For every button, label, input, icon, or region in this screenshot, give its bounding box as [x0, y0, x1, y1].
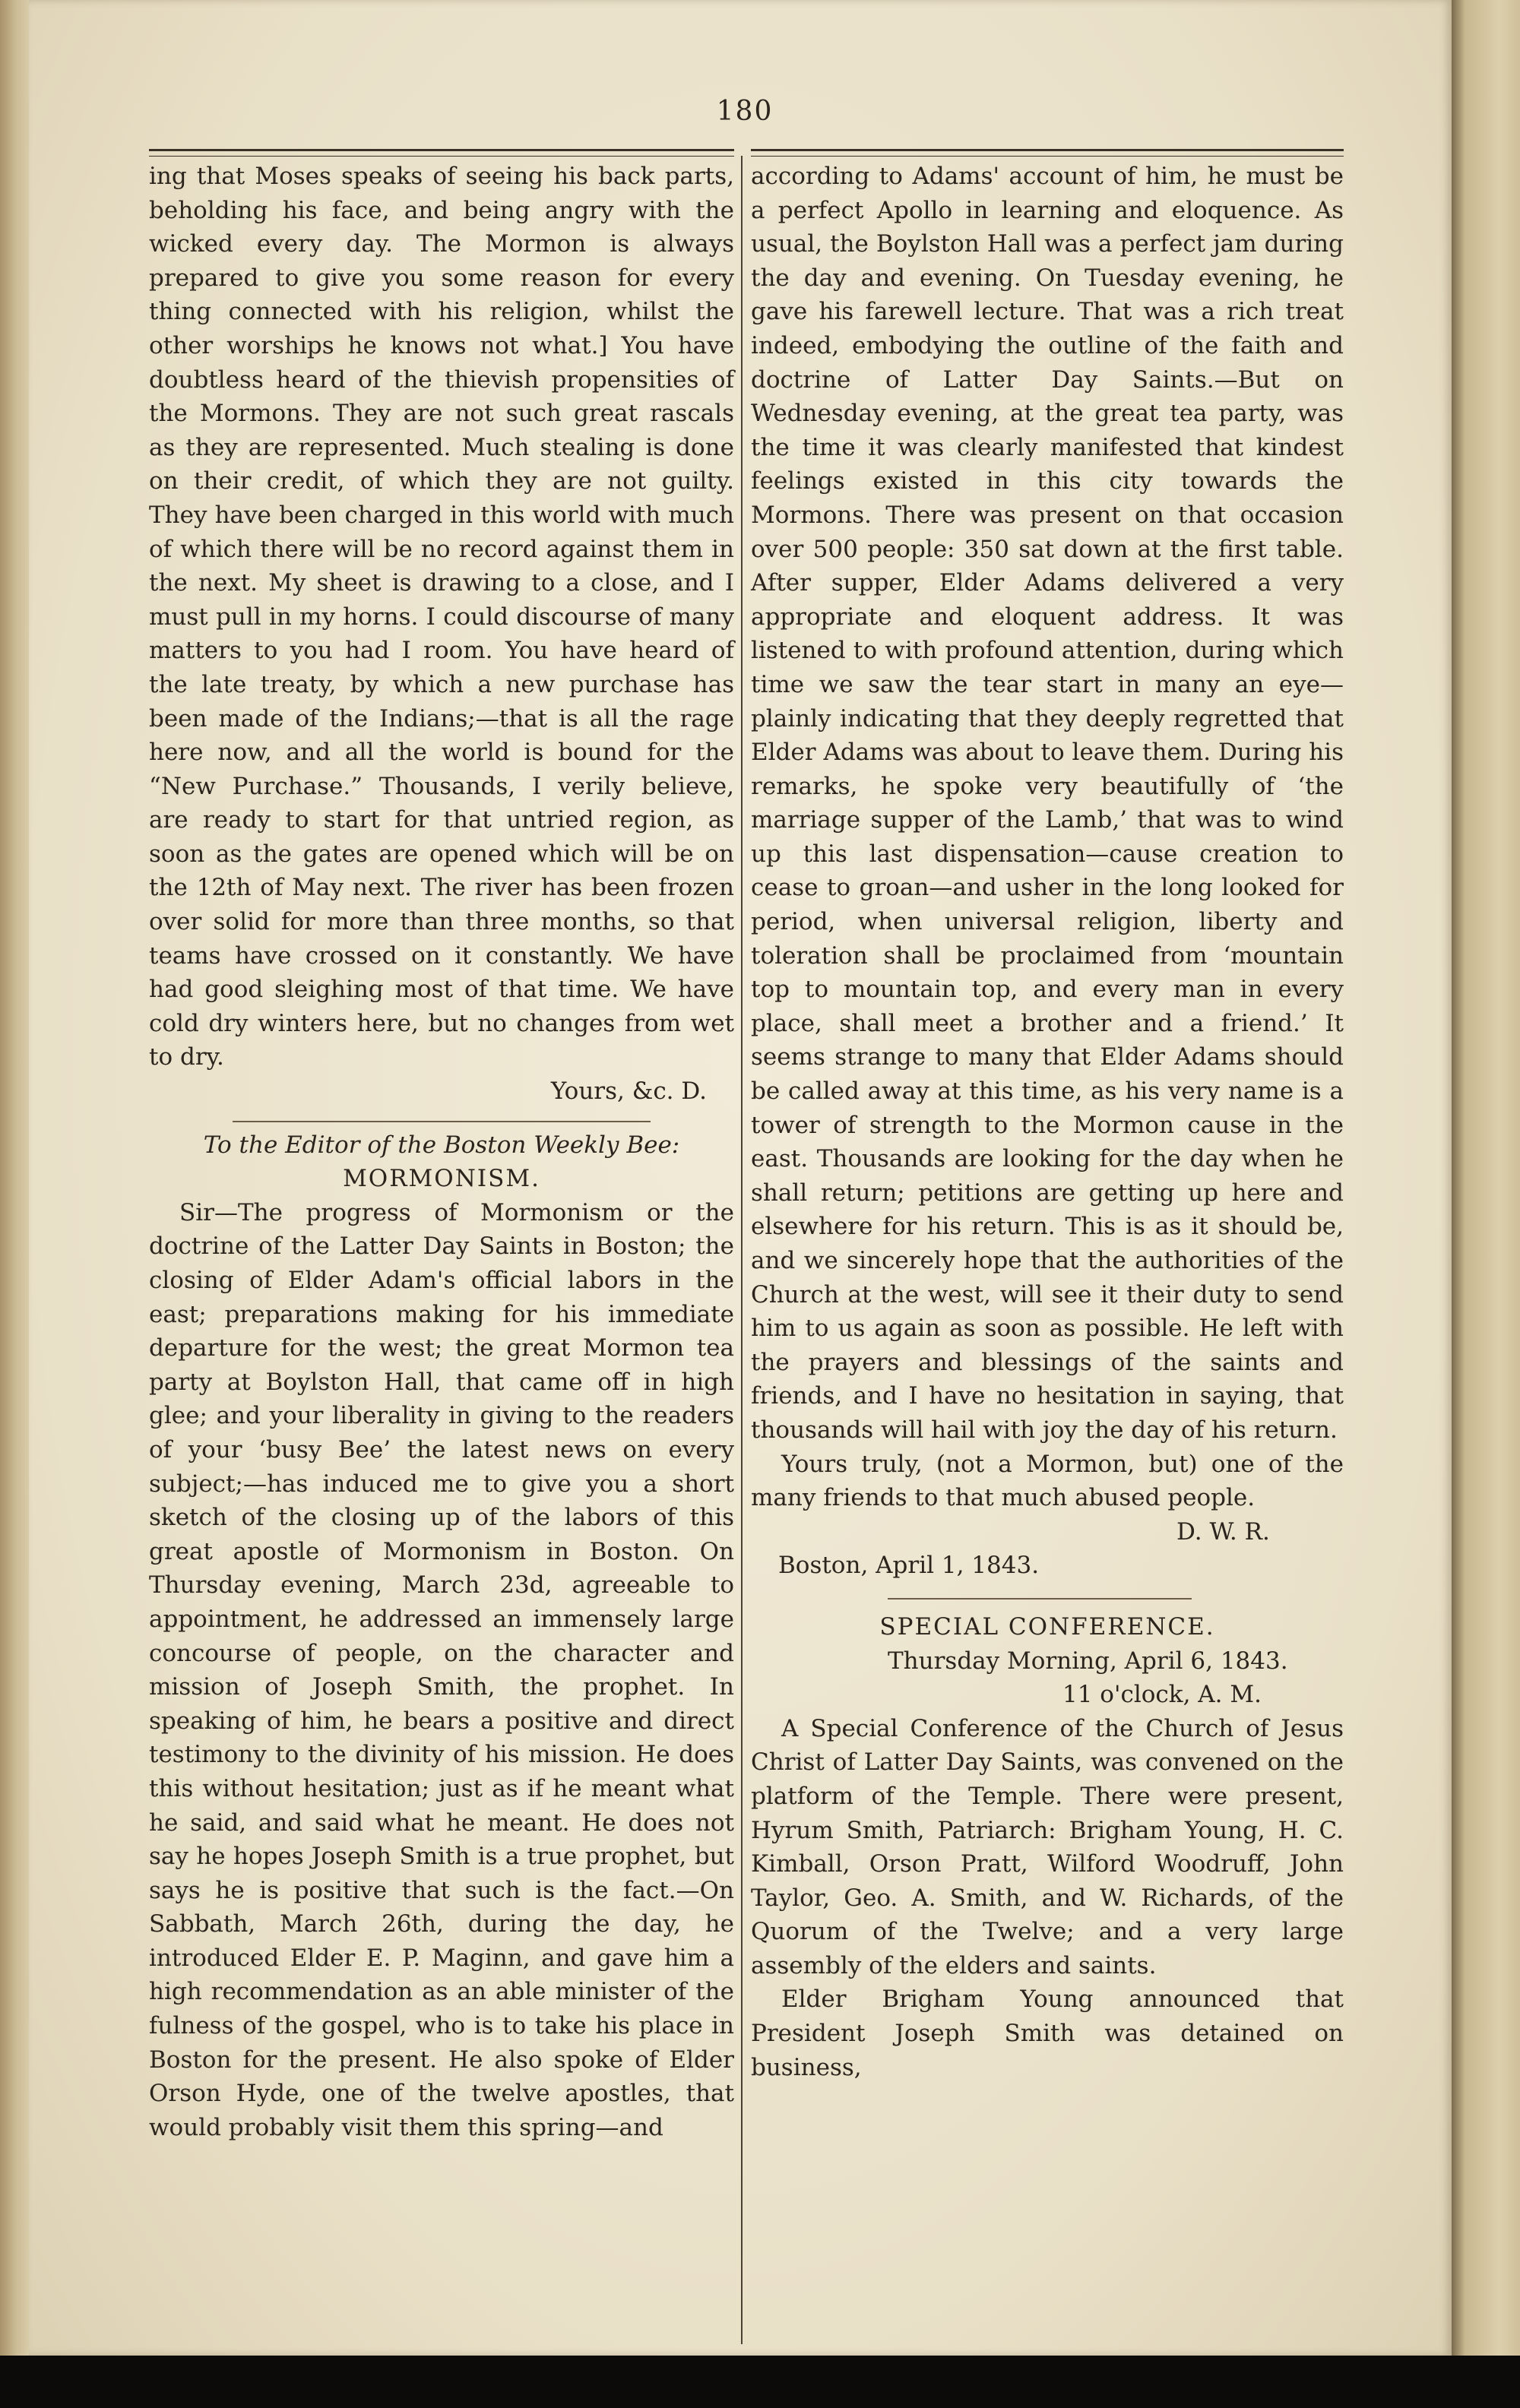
conference-heading: SPECIAL CONFERENCE.	[879, 1612, 1215, 1641]
left-column	[149, 160, 734, 2144]
column-divider	[741, 156, 743, 2344]
article-continuation: according to Adams' account of him, he must be a perfect Apollo in learning and eloquence. As usual, the Boylston Hall was a perfect jam during the day and evening. On Tuesday evening, he gave his farewell lecture. That was a rich treat indeed, embodying the outline of the faith and doctrine of Latter Day Saints.—But on Wednesday evening, at the great tea party, was the time it was clearly manifested that kindest feelings existed in this city towards the Mormons. There was present on that occasion over 500 people: 350 sat down at the first table. After supper, Elder Adams delivered a very appropriate and eloquent address. It was listened to with profound attention, during which time we saw the tear start in many an eye—plainly indicating that they deeply regretted that Elder Adams was about to leave them. During his remarks, he spoke very beautifully of ‘the marriage supper of the Lamb,’ that was to wind up this last dispensation—cause creation to cease to groan—and usher in the long looked for period, when universal religion, liberty and toleration shall be proclaimed from ‘mountain top to mountain top, and every man in every place, shall meet a brother and a friend.’ It seems strange to many that Elder Adams should be called away at this time, as his very name is a tower of strength to the Mormon cause in the east. Thousands are looking for the day when he shall return; petitions are getting up here and elsewhere for his return. This is as it should be, and we sincerely hope that the authorities of the Church at the west, will see it their duty to send him to us again as soon as possible. He left with the prayers and blessings of the saints and friends, and I have no hesitation in saying, that thousands will hail with joy the day of his return.	[751, 163, 1344, 1444]
article-heading: MORMONISM.	[343, 1165, 540, 1193]
article-body: Sir—The progress of Mormonism or the doctrine of the Latter Day Saints in Boston; the closing of Elder Adam's official labors in the east; preparations making for his immediate departure for the west; the great Mormon tea party at Boylston Hall, that came off in high glee; and your liberality in giving to the readers of your ‘busy Bee’ the latest news on every subject;—has induced me to give you a short sketch of the closing up of the labors of this great apostle of Mormonism in Boston. On Thursday evening, March 23d, agreeable to appointment, he addressed an immensely large concourse of people, on the character and mission of Joseph Smith, the prophet. In speaking of him, he bears a positive and direct testimony to the divinity of his mission. He does this without hesitation; just as if he meant what he said, and said what he meant. He does not say he hopes Joseph Smith is a true prophet, but says he is positive that such is the fact.—On Sabbath, March 26th, during the day, he introduced Elder E. P. Maginn, and gave him a high recommendation as an able minister of the fulness of the gospel, who is to take his place in Boston for the present. He also spoke of Elder Orson Hyde, one of the twelve apostles, that would probably visit them this spring—and	[149, 1198, 734, 2141]
dateline: Boston, April 1, 1843.	[778, 1552, 1040, 1580]
conference-paragraph: A Special Conference of the Church of Jesus Christ of Latter Day Saints, was convened on the platform of the Temple. There were present, Hyrum Smith, Patriarch: Brigham Young, H. C. Kimball, Orson Pratt, Wilford Woodruff, John Taylor, Geo. A. Smith, and W. Richards, of the Quorum of the Twelve; and a very large assembly of the elders and saints.	[751, 1714, 1344, 1979]
conference-time: 11 o'clock, A. M.	[1062, 1681, 1262, 1709]
section-separator	[888, 1598, 1192, 1600]
header-rule-right	[751, 149, 1344, 157]
right-column	[751, 160, 1344, 2084]
conference-date: Thursday Morning, April 6, 1843.	[888, 1647, 1288, 1675]
conference-paragraph: Elder Brigham Young announced that President Joseph Smith was detained on business,	[751, 1986, 1344, 2081]
page-edge	[1452, 0, 1520, 2356]
signature: D. W. R.	[1176, 1517, 1270, 1546]
bottom-margin	[0, 2356, 1520, 2408]
article-separator	[233, 1121, 651, 1122]
letter-closing: Yours truly, (not a Mormon, but) one of the many friends to that much abused people.	[751, 1450, 1344, 1512]
page-number: 180	[716, 96, 774, 127]
letter-closing: Yours, &c. D.	[550, 1077, 707, 1106]
header-rule-left	[149, 149, 734, 157]
letter-continuation: ing that Moses speaks of seeing his back parts, beholding his face, and being angry with the wicked every day. The Mormon is always prepared to give you some reason for every thing connected with his religion, whilst the other worships he knows not what.] You have doubtless heard of the thievish propensities of the Mormons. They are not such great rascals as they are represented. Much stealing is done on their credit, of which they are not guilty. They have been charged in this world with much of which there will be no record against them in the next. My sheet is drawing to a close, and I must pull in my horns. I could discourse of many matters to you had I room. You have heard of the late treaty, by which a new purchase has been made of the Indians;—that is all the rage here now, and all the world is bound for the “New Purchase.” Thousands, I verily believe, are ready to start for that untried region, as soon as the gates are opened which will be on the 12th of May next. The river has been frozen over solid for more than three months, so that teams have crossed on it constantly. We have had good sleighing most of that time. We have cold dry winters here, but no changes from wet to dry.	[149, 163, 734, 1071]
editor-address: To the Editor of the Boston Weekly Bee:	[203, 1131, 680, 1159]
book-gutter	[0, 0, 29, 2356]
